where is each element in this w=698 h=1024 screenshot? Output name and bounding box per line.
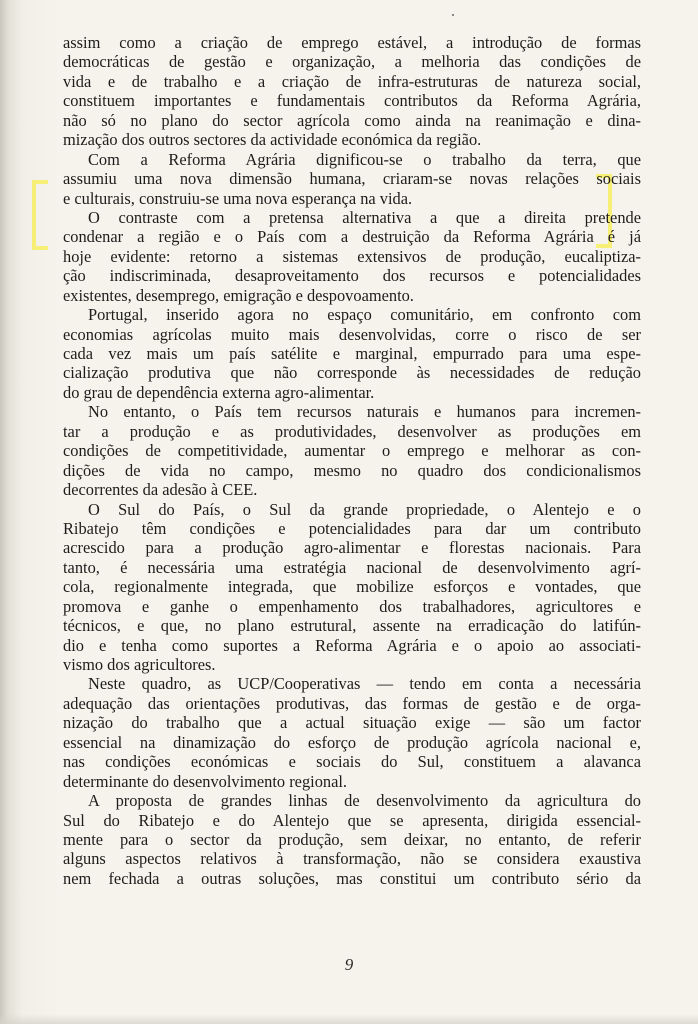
text-line: cialização produtiva que não corresponde às necessidades de redução [63, 363, 641, 383]
ink-speck [452, 14, 454, 16]
text-line: ção indiscriminada, desaproveitamento dos recursos e potencialidades [63, 266, 641, 286]
text-line: cada vez mais um país satélite e marginal, empurrado para uma espe- [63, 344, 641, 363]
text-line: e culturais, construiu-se uma nova esperança na vida. [63, 188, 413, 208]
text-line: condenar a região e o País com a destruição da Reforma Agrária é já [63, 227, 641, 247]
text-line: Neste quadro, as UCP/Cooperativas — tendo em conta a necessária [88, 674, 641, 694]
text-line: nem fechada a outras soluções, mas constitui um contributo sério da [63, 868, 641, 888]
text-line: Sul do Ribatejo e do Alentejo que se apresenta, dirigida essencial- [63, 810, 641, 830]
text-line: mente para o sector da produção, sem deixar, no entanto, de referir [63, 829, 641, 849]
text-line: mização dos outros sectores da actividade económica da região. [63, 130, 482, 150]
text-line: vismo dos agricultores. [63, 655, 216, 674]
text-line: O Sul do País, o Sul da grande propriedade, o Alentejo e o [88, 499, 641, 519]
text-line: O contraste com a pretensa alternativa a que a direita pretende [88, 207, 641, 227]
text-line: dio e tenha como suportes a Reforma Agrária e o apoio ao associati- [63, 635, 641, 655]
paragraph [63, 208, 641, 305]
text-line: democráticas de gestão e organização, a melhoria das condições de [63, 52, 641, 72]
paragraph [63, 500, 641, 675]
text-line: Portugal, inserido agora no espaço comunitário, em confronto com [88, 305, 641, 325]
text-line: vida e de trabalho e a criação de infra-estruturas de natureza social, [63, 71, 641, 91]
page-edge-shadow [0, 1014, 698, 1024]
text-line: cola, regionalmente integrada, que mobilize esforços e vontades, que [63, 577, 641, 597]
paragraph [63, 791, 641, 888]
text-line: decorrentes da adesão à CEE. [63, 480, 258, 500]
body-text [63, 33, 641, 888]
text-line: tar a produção e as produtividades, desenvolver as produções em [63, 421, 641, 441]
paragraph [63, 402, 641, 499]
text-line: No entanto, o País tem recursos naturais e humanos para incremen- [88, 402, 641, 422]
text-line: nas condições económicas e sociais do Sul, constituem a alavanca [63, 752, 641, 772]
paragraph [63, 150, 641, 208]
text-line: tanto, é necessária uma estratégia nacional de desenvolvimento agrí- [63, 557, 641, 577]
text-line: nização do trabalho que a actual situação exige — são um factor [63, 713, 641, 733]
text-line: promova e ganhe o empenhamento dos trabalhadores, agricultores e [63, 596, 641, 616]
text-line: dições de vida no campo, mesmo no quadro dos condicionalismos [63, 460, 641, 480]
paragraph [63, 305, 641, 402]
paragraph [63, 33, 641, 150]
text-line: constituem importantes e fundamentais contributos da Reforma Agrária, [63, 91, 641, 111]
text-line: assumiu uma nova dimensão humana, criaram-se novas relações sociais [63, 169, 641, 189]
text-line: hoje evidente: retorno a sistemas extensivos de produção, eucaliptiza- [63, 246, 641, 266]
paragraph [63, 674, 641, 791]
text-line: essencial na dinamização do esforço de produção agrícola nacional e, [63, 732, 641, 752]
text-line: alguns aspectos relativos à transformação, não se considera exaustiva [63, 849, 641, 869]
text-line: acrescido para a produção agro-alimentar e florestas nacionais. Para [63, 538, 641, 558]
page-number: 9 [344, 955, 354, 974]
text-line: determinante do desenvolvimento regional. [63, 771, 348, 791]
text-line: do grau de dependência externa agro-alimentar. [63, 382, 375, 402]
highlight-bracket-left [32, 180, 48, 250]
text-line: economias agrícolas muito mais desenvolvidas, corre o risco de ser [63, 324, 641, 344]
text-line: técnicos, e que, no plano estrutural, assente na erradicação do latifún- [63, 616, 641, 636]
text-line: não só no plano do sector agrícola como ainda na reanimação e dina- [63, 110, 641, 130]
text-line: Ribatejo têm condições e potencialidades para dar um contributo [63, 518, 641, 538]
text-line: condições de competitividade, aumentar o emprego e melhorar as con- [63, 441, 641, 461]
text-line: assim como a criação de emprego estável, a introdução de formas [63, 33, 641, 52]
text-line: existentes, desemprego, emigração e despovoamento. [63, 285, 414, 305]
text-line: Com a Reforma Agrária dignificou-se o trabalho da terra, que [88, 149, 641, 169]
text-line: adequação das orientações produtivas, das formas de gestão e de orga- [63, 693, 641, 713]
text-line: A proposta de grandes linhas de desenvolvimento da agricultura do [88, 791, 641, 811]
